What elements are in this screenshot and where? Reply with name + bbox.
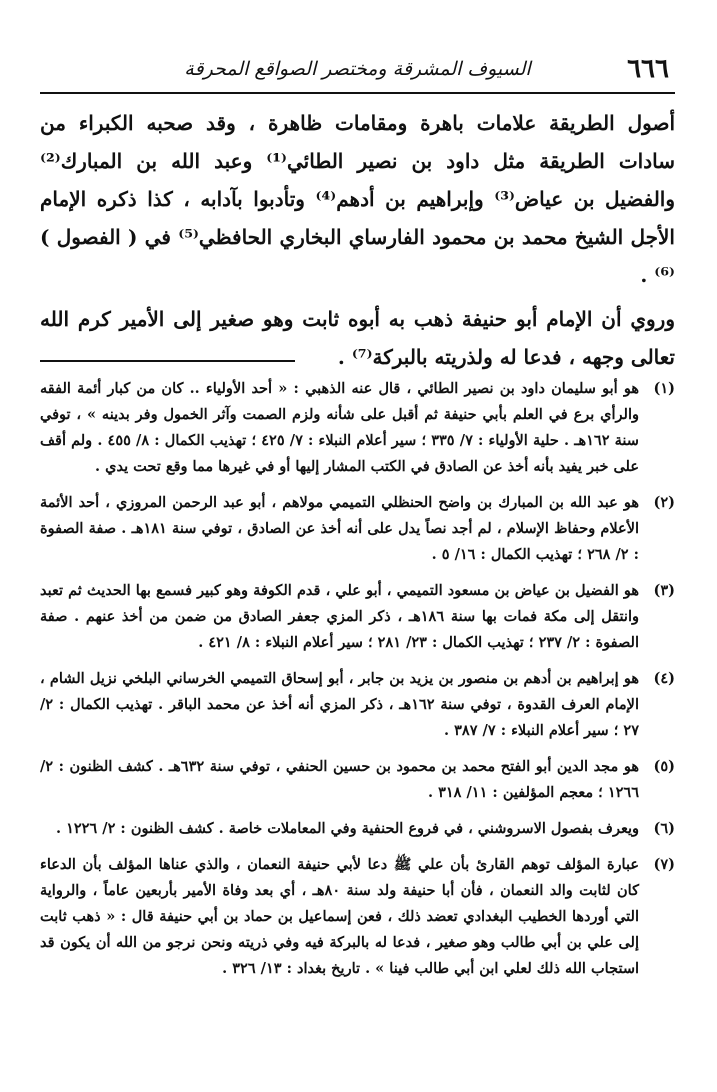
footnote-number: (٤) (653, 670, 675, 687)
footnote-number: (٥) (653, 758, 675, 775)
footnote-text: ويعرف بفصول الاسروشني ، في فروع الحنفية وفي المعاملات خاصة . كشف الظنون : ٢/ ١٢٢٦ . (55, 820, 639, 837)
footnote-text: هو أبو سليمان داود بن نصير الطائي ، قال عنه الذهبي : « أحد الأولياء .. كان من كبار أئمة الفقه والرأي برع في العلم بأبي حنيفة ثم أقبل على شأنه ولزم الصمت وآثر الخمول وفر بدينه » ، توفي سنة ١٦٢هـ . حلية الأولياء : ٧/ ٣٣٥ ؛ سير أعلام النبلاء : ٧/ ٤٢٥ ؛ تهذيب الكمال : ٨/ ٤٥٥ . ولم أقف على خبر يفيد بأنه أخذ عن الصادق في الكتب المشار إليها أو في غيرها مما وقع تحت يدي . (40, 380, 639, 475)
footnote (40, 376, 675, 480)
footnote-separator (40, 360, 295, 362)
page-header (40, 54, 675, 84)
footnote (40, 578, 675, 656)
footnote-text: هو مجد الدين أبو الفتح محمد بن محمود بن حسين الحنفي ، توفي سنة ٦٣٢هـ . كشف الظنون : ٢/ ١٢٦٦ ؛ معجم المؤلفين : ١١/ ٣١٨ . (40, 758, 639, 801)
paragraph-2: وروي أن الإمام أبو حنيفة ذهب به أبوه ثابت وهو صغير إلى الأمير كرم الله تعالى وجهه ، فدعا له ولذريته بالبركة⁽⁷⁾ . (40, 307, 675, 369)
page-number: ٦٦٦ (627, 54, 669, 84)
footnote-number: (٧) (653, 856, 675, 873)
footnote (40, 852, 675, 982)
footnote-text: هو عبد الله بن المبارك بن واضح الحنظلي التميمي مولاهم ، أبو عبد الرحمن المروزي ، أحد الأئمة الأعلام وحفاظ الإسلام ، لم أجد نصاً يدل على أنه أخذ عن الصادق ، توفي سنة ١٨١هـ . صفة الصفوة : ٢/ ٢٦٨ ؛ تهذيب الكمال : ١٦/ ٥ . (40, 494, 640, 563)
footnote (40, 490, 675, 568)
header-rule (40, 92, 675, 94)
footnote-text: هو إبراهيم بن أدهم بن منصور بن يزيد بن جابر ، أبو إسحاق التميمي الخرساني البلخي نزيل الشام ، الإمام العرف القدوة ، توفي سنة ١٦٢هـ ، ذكر المزي أنه أخذ عن محمد الباقر . تهذيب الكمال : ٢/ ٢٧ ؛ سير أعلام النبلاء : ٧/ ٣٨٧ . (40, 670, 639, 739)
footnote (40, 754, 675, 806)
main-text (40, 104, 675, 382)
footnote (40, 666, 675, 744)
running-title: السيوف المشرقة ومختصر الصواقع المحرقة (184, 58, 531, 80)
footnote-number: (٣) (653, 582, 675, 599)
footnote-number: (١) (653, 380, 675, 397)
footnote-text: هو الفضيل بن عياض بن مسعود التميمي ، أبو علي ، قدم الكوفة وهو كبير فسمع بها الحديث ثم تعبد وانتقل إلى مكة فمات بها سنة ١٨٦هـ ، ذكر المزي جعفر الصادق من ضمن من أخذ عنهم . صفة الصفوة : ٢/ ٢٣٧ ؛ تهذيب الكمال : ٢٣/ ٢٨١ ؛ سير أعلام النبلاء : ٨/ ٤٢١ . (40, 582, 639, 651)
book-page (40, 18, 675, 1078)
footnote-number: (٢) (653, 494, 675, 511)
footnote-text: عبارة المؤلف توهم القارئ بأن علي ﷺ دعا لأبي حنيفة النعمان ، والذي عناها المؤلف بأن الدعاء كان لثابت والد النعمان ، فأن أبا حنيفة ولد سنة ٨٠هـ ، أي بعد وفاة الأمير بأربعين عاماً ، والرواية التي أوردها الخطيب البغدادي تعضد ذلك ، فعن إسماعيل بن حماد بن أبي حنيفة قال : « ذهب ثابت إلى علي بن أبي طالب وهو صغير ، فدعا له بالبركة فيه وفي ذريته ونحن نرجو من الله أن يكون قد استجاب الله ذلك لعلي ابن أبي طالب فينا » . تاريخ بغداد : ١٣/ ٣٢٦ . (40, 856, 639, 977)
footnote-number: (٦) (653, 820, 675, 837)
paragraph-1: أصول الطريقة علامات باهرة ومقامات ظاهرة ، وقد صحبه الكبراء من سادات الطريقة مثل داود بن نصير الطائي⁽¹⁾ وعبد الله بن المبارك⁽²⁾ والفضيل بن عياض⁽³⁾ وإبراهيم بن أدهم⁽⁴⁾ وتأدبوا بآدابه ، كذا ذكره الإمام الأجل الشيخ محمد بن محمود الفارساي البخاري الحافظي⁽⁵⁾ في ( الفصول )⁽⁶⁾ . (40, 111, 676, 287)
footnotes (40, 376, 675, 992)
footnote (40, 816, 675, 842)
